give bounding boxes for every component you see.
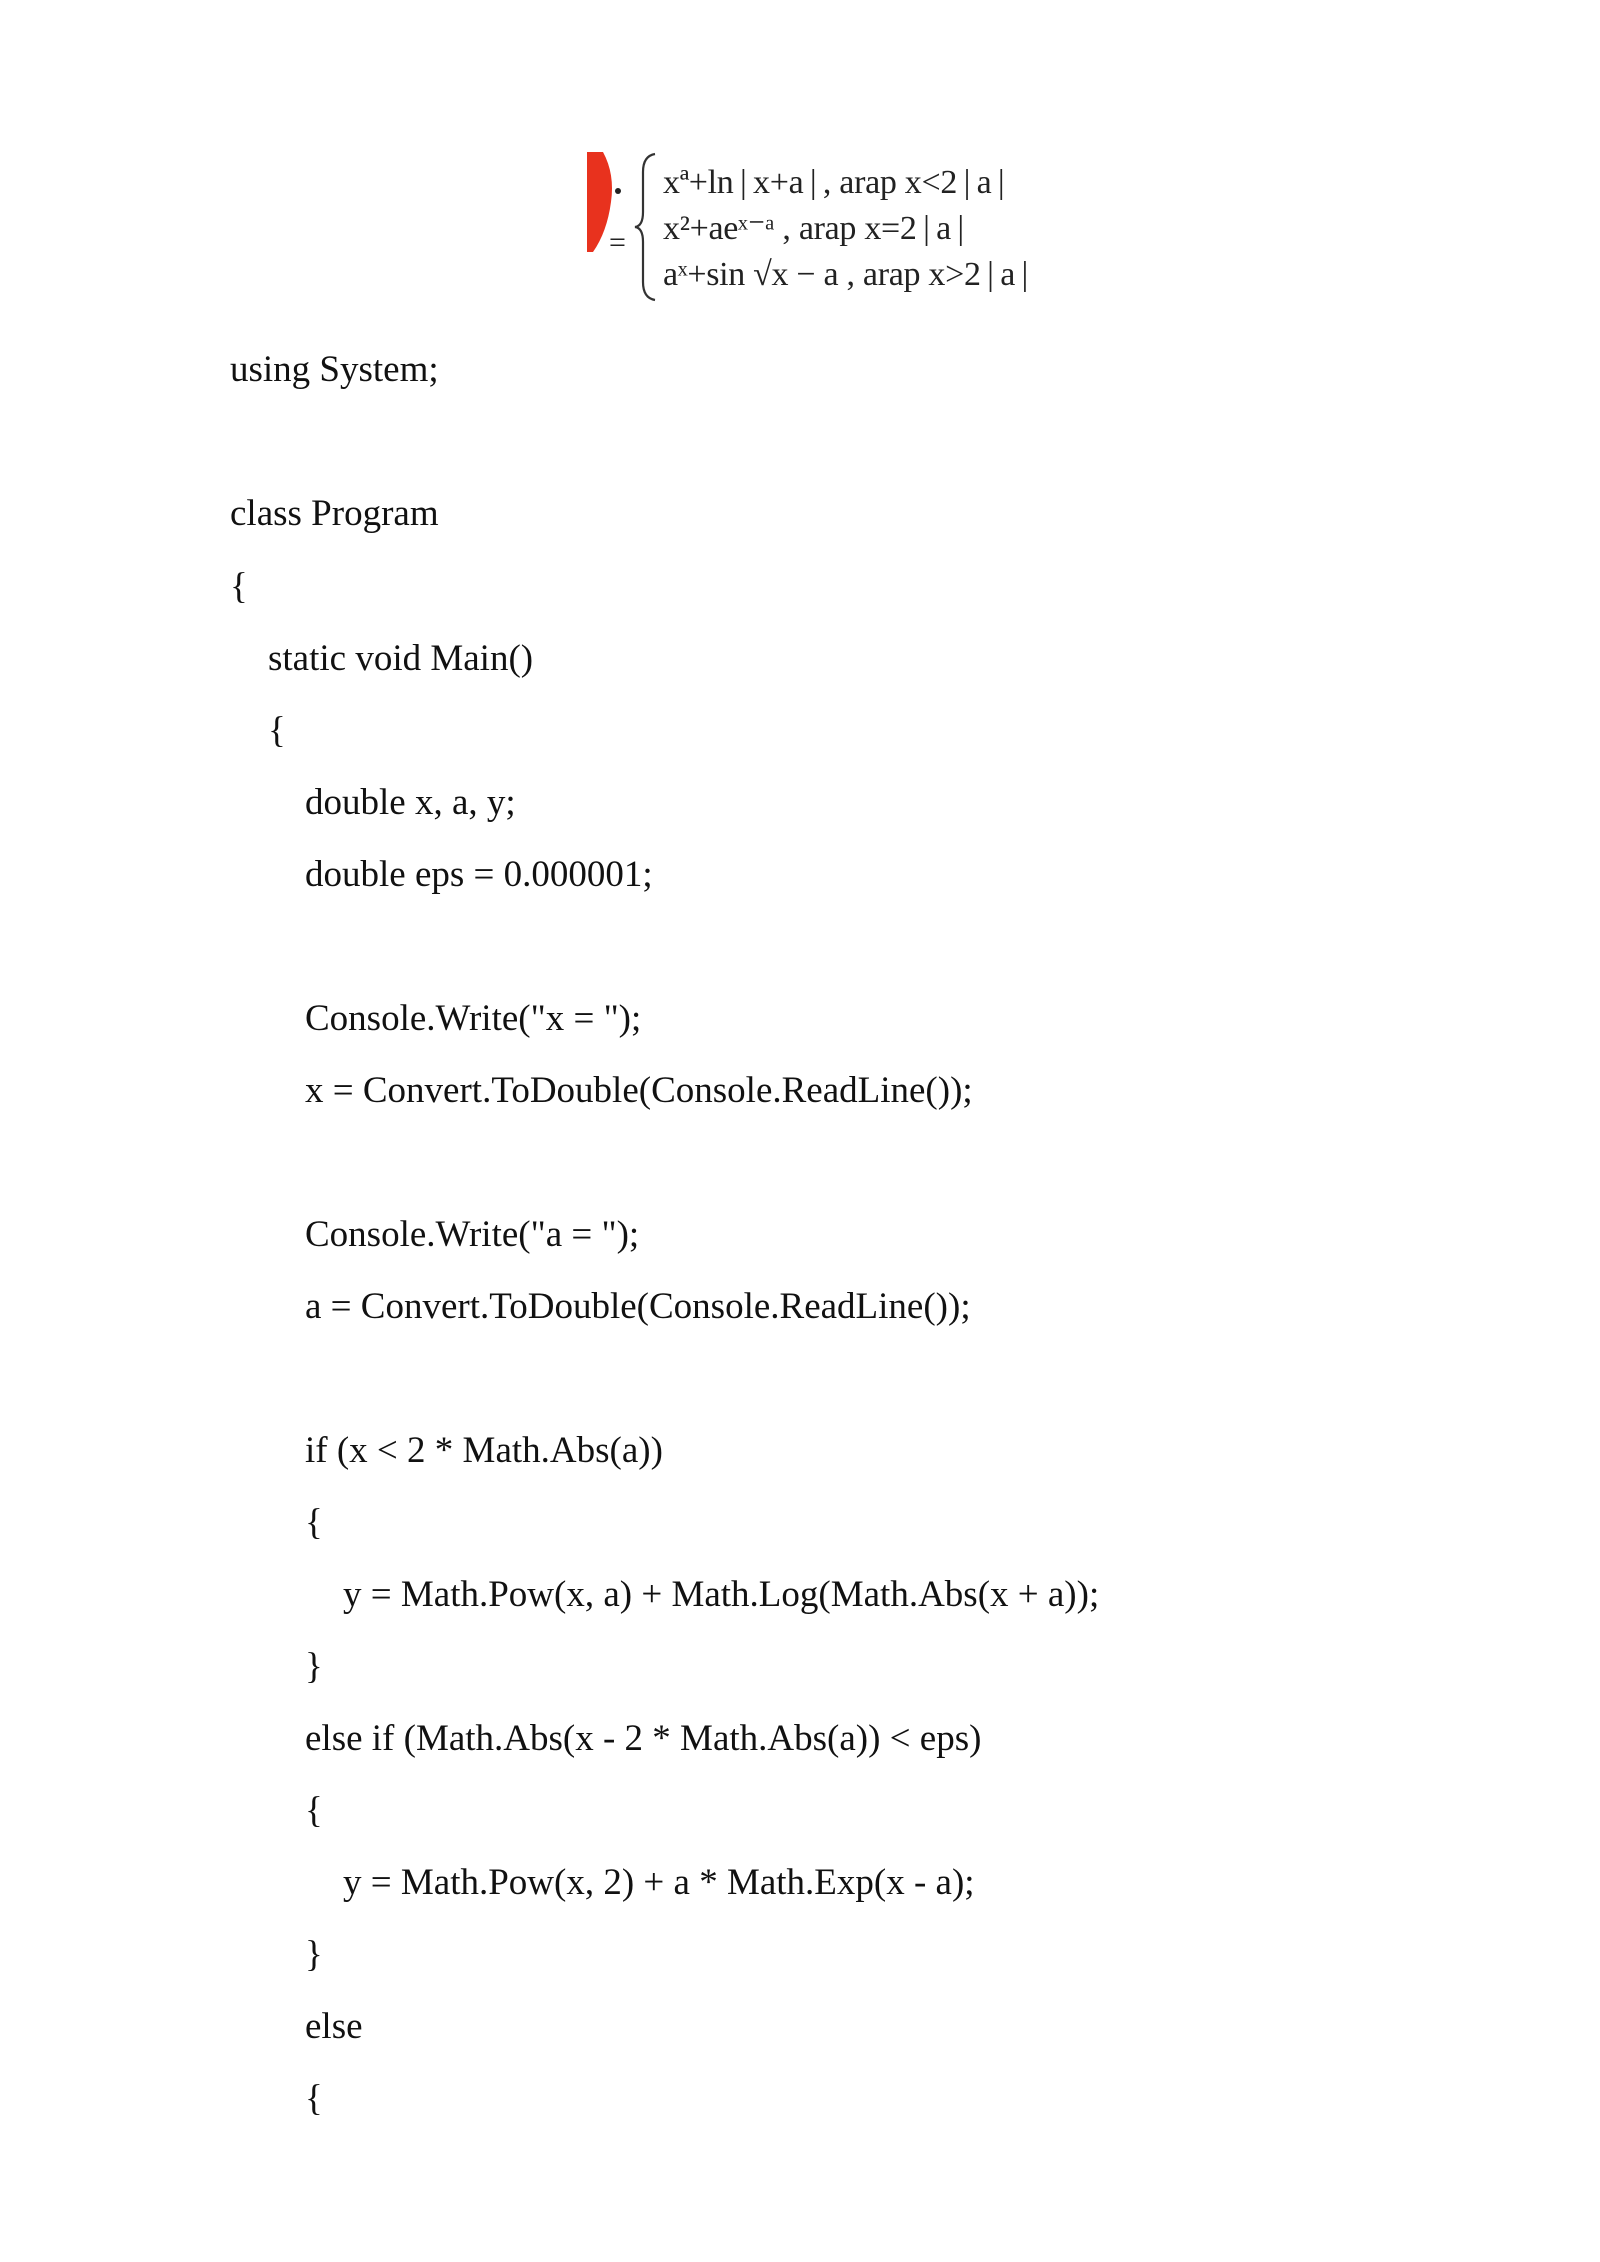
piecewise-formula — [585, 148, 1085, 308]
code-line: x = Convert.ToDouble(Console.ReadLine()); — [305, 1070, 973, 1111]
code-line: if (x < 2 * Math.Abs(a)) — [305, 1430, 663, 1471]
code-line: static void Main() — [268, 638, 534, 679]
code-line: { — [305, 2078, 323, 2119]
code-line: } — [305, 1646, 323, 1687]
code-line: Console.Write("x = "); — [305, 998, 642, 1039]
code-line: { — [230, 566, 248, 607]
code-line: using System; — [230, 349, 439, 390]
code-line: else if (Math.Abs(x - 2 * Math.Abs(a)) < eps) — [305, 1718, 982, 1759]
code-line: else — [305, 2006, 363, 2047]
formula-case-1: xª+ln | x+a | , arap x<2 | a | — [663, 164, 1005, 201]
code-line: double eps = 0.000001; — [305, 854, 653, 895]
code-line: y = Math.Pow(x, 2) + a * Math.Exp(x - a); — [343, 1862, 975, 1903]
code-line: Console.Write("a = "); — [305, 1214, 640, 1255]
formula-case-2: x²+aeˣ⁻ᵃ , arap x=2 | a | — [663, 210, 964, 247]
left-brace — [633, 152, 659, 302]
code-line: { — [305, 1790, 323, 1831]
formula-case-3: aˣ+sin √x − a , arap x>2 | a | — [663, 256, 1029, 293]
equals-sign: = — [609, 226, 626, 259]
code-line: y = Math.Pow(x, a) + Math.Log(Math.Abs(x + a)); — [343, 1574, 1100, 1615]
code-line: { — [305, 1502, 323, 1543]
code-line: class Program — [230, 493, 439, 534]
formula-dot — [615, 188, 621, 194]
code-line: { — [268, 710, 286, 751]
code-line: } — [305, 1934, 323, 1975]
code-line: double x, a, y; — [305, 782, 516, 823]
code-line: a = Convert.ToDouble(Console.ReadLine()); — [305, 1286, 971, 1327]
